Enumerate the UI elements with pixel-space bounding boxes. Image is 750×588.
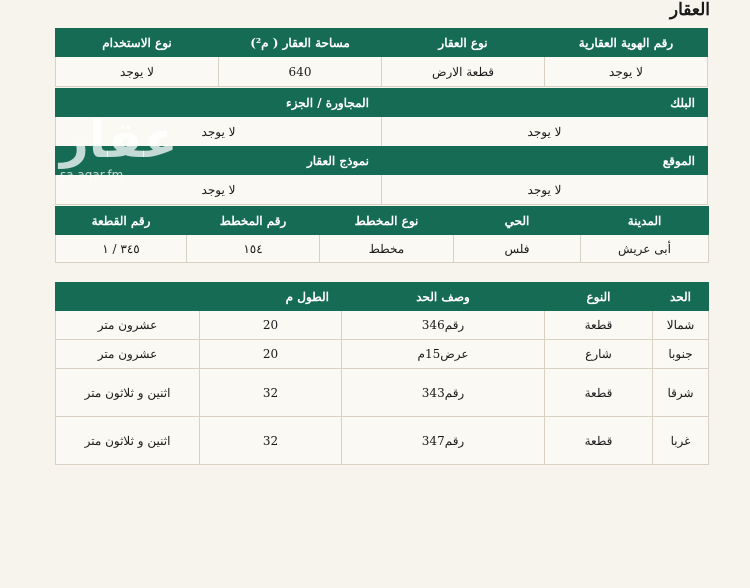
plan-type-header: نوع المخطط (320, 207, 454, 235)
border-desc: رقم346 (342, 311, 545, 340)
location-table (55, 146, 708, 205)
property-info-table (55, 28, 708, 87)
borders-table (55, 282, 709, 465)
border-side: جنوبا (653, 340, 709, 369)
border-length-text: عشرون متر (56, 311, 200, 340)
border-length-text: اثنين و ثلاثون متر (56, 417, 200, 465)
block-value: لا يوجد (382, 117, 708, 147)
block-header: البلك (382, 89, 708, 117)
usage-type-header: نوع الاستخدام (56, 29, 219, 57)
plan-type-value: مخطط (320, 235, 454, 263)
border-side: غربا (653, 417, 709, 465)
plot-number-header: رقم القطعة (56, 207, 187, 235)
identity-number-value: لا يوجد (545, 57, 708, 87)
location-header: الموقع (382, 147, 708, 175)
table-row (56, 369, 709, 417)
property-area-value: 640 (219, 57, 382, 87)
property-model-header: نموذج العقار (56, 147, 382, 175)
table-row (56, 311, 709, 340)
table-row (56, 417, 709, 465)
border-type: قطعة (545, 417, 653, 465)
border-type: قطعة (545, 311, 653, 340)
watermark-url: sa.aqar.fm (60, 168, 124, 182)
watermark-arabic: عقار (60, 111, 178, 169)
plan-table (55, 206, 709, 263)
border-type: شارع (545, 340, 653, 369)
city-header: المدينة (581, 207, 709, 235)
table-row (56, 340, 709, 369)
border-length: 32 (200, 369, 342, 417)
neighborhood-part-header: المجاورة / الجزء (56, 89, 382, 117)
neighborhood-part-value: لا يوجد (56, 117, 382, 147)
border-length-text: عشرون متر (56, 340, 200, 369)
border-length-header: الطول م (56, 283, 342, 311)
page-title: العقار (669, 0, 710, 20)
border-length-text: اثنين و ثلاثون متر (56, 369, 200, 417)
usage-type-value: لا يوجد (56, 57, 219, 87)
border-length: 20 (200, 340, 342, 369)
district-header: الحي (454, 207, 581, 235)
property-type-value: قطعة الارض (382, 57, 545, 87)
border-side: شمالا (653, 311, 709, 340)
border-length: 20 (200, 311, 342, 340)
border-desc-header: وصف الحد (342, 283, 545, 311)
property-type-header: نوع العقار (382, 29, 545, 57)
block-table (55, 88, 708, 147)
identity-number-header: رقم الهوية العقارية (545, 29, 708, 57)
plan-number-value: ١٥٤ (187, 235, 320, 263)
plan-number-header: رقم المخطط (187, 207, 320, 235)
border-desc: رقم343 (342, 369, 545, 417)
city-value: أبى عريش (581, 235, 709, 263)
district-value: فلس (454, 235, 581, 263)
border-side: شرقا (653, 369, 709, 417)
border-desc: عرض15م (342, 340, 545, 369)
property-model-value: لا يوجد (56, 175, 382, 205)
border-type-header: النوع (545, 283, 653, 311)
border-desc: رقم347 (342, 417, 545, 465)
border-side-header: الحد (653, 283, 709, 311)
plot-number-value: ٣٤٥ / ١ (56, 235, 187, 263)
border-type: قطعة (545, 369, 653, 417)
location-value: لا يوجد (382, 175, 708, 205)
property-area-header: مساحة العقار ( م²) (219, 29, 382, 57)
border-length: 32 (200, 417, 342, 465)
